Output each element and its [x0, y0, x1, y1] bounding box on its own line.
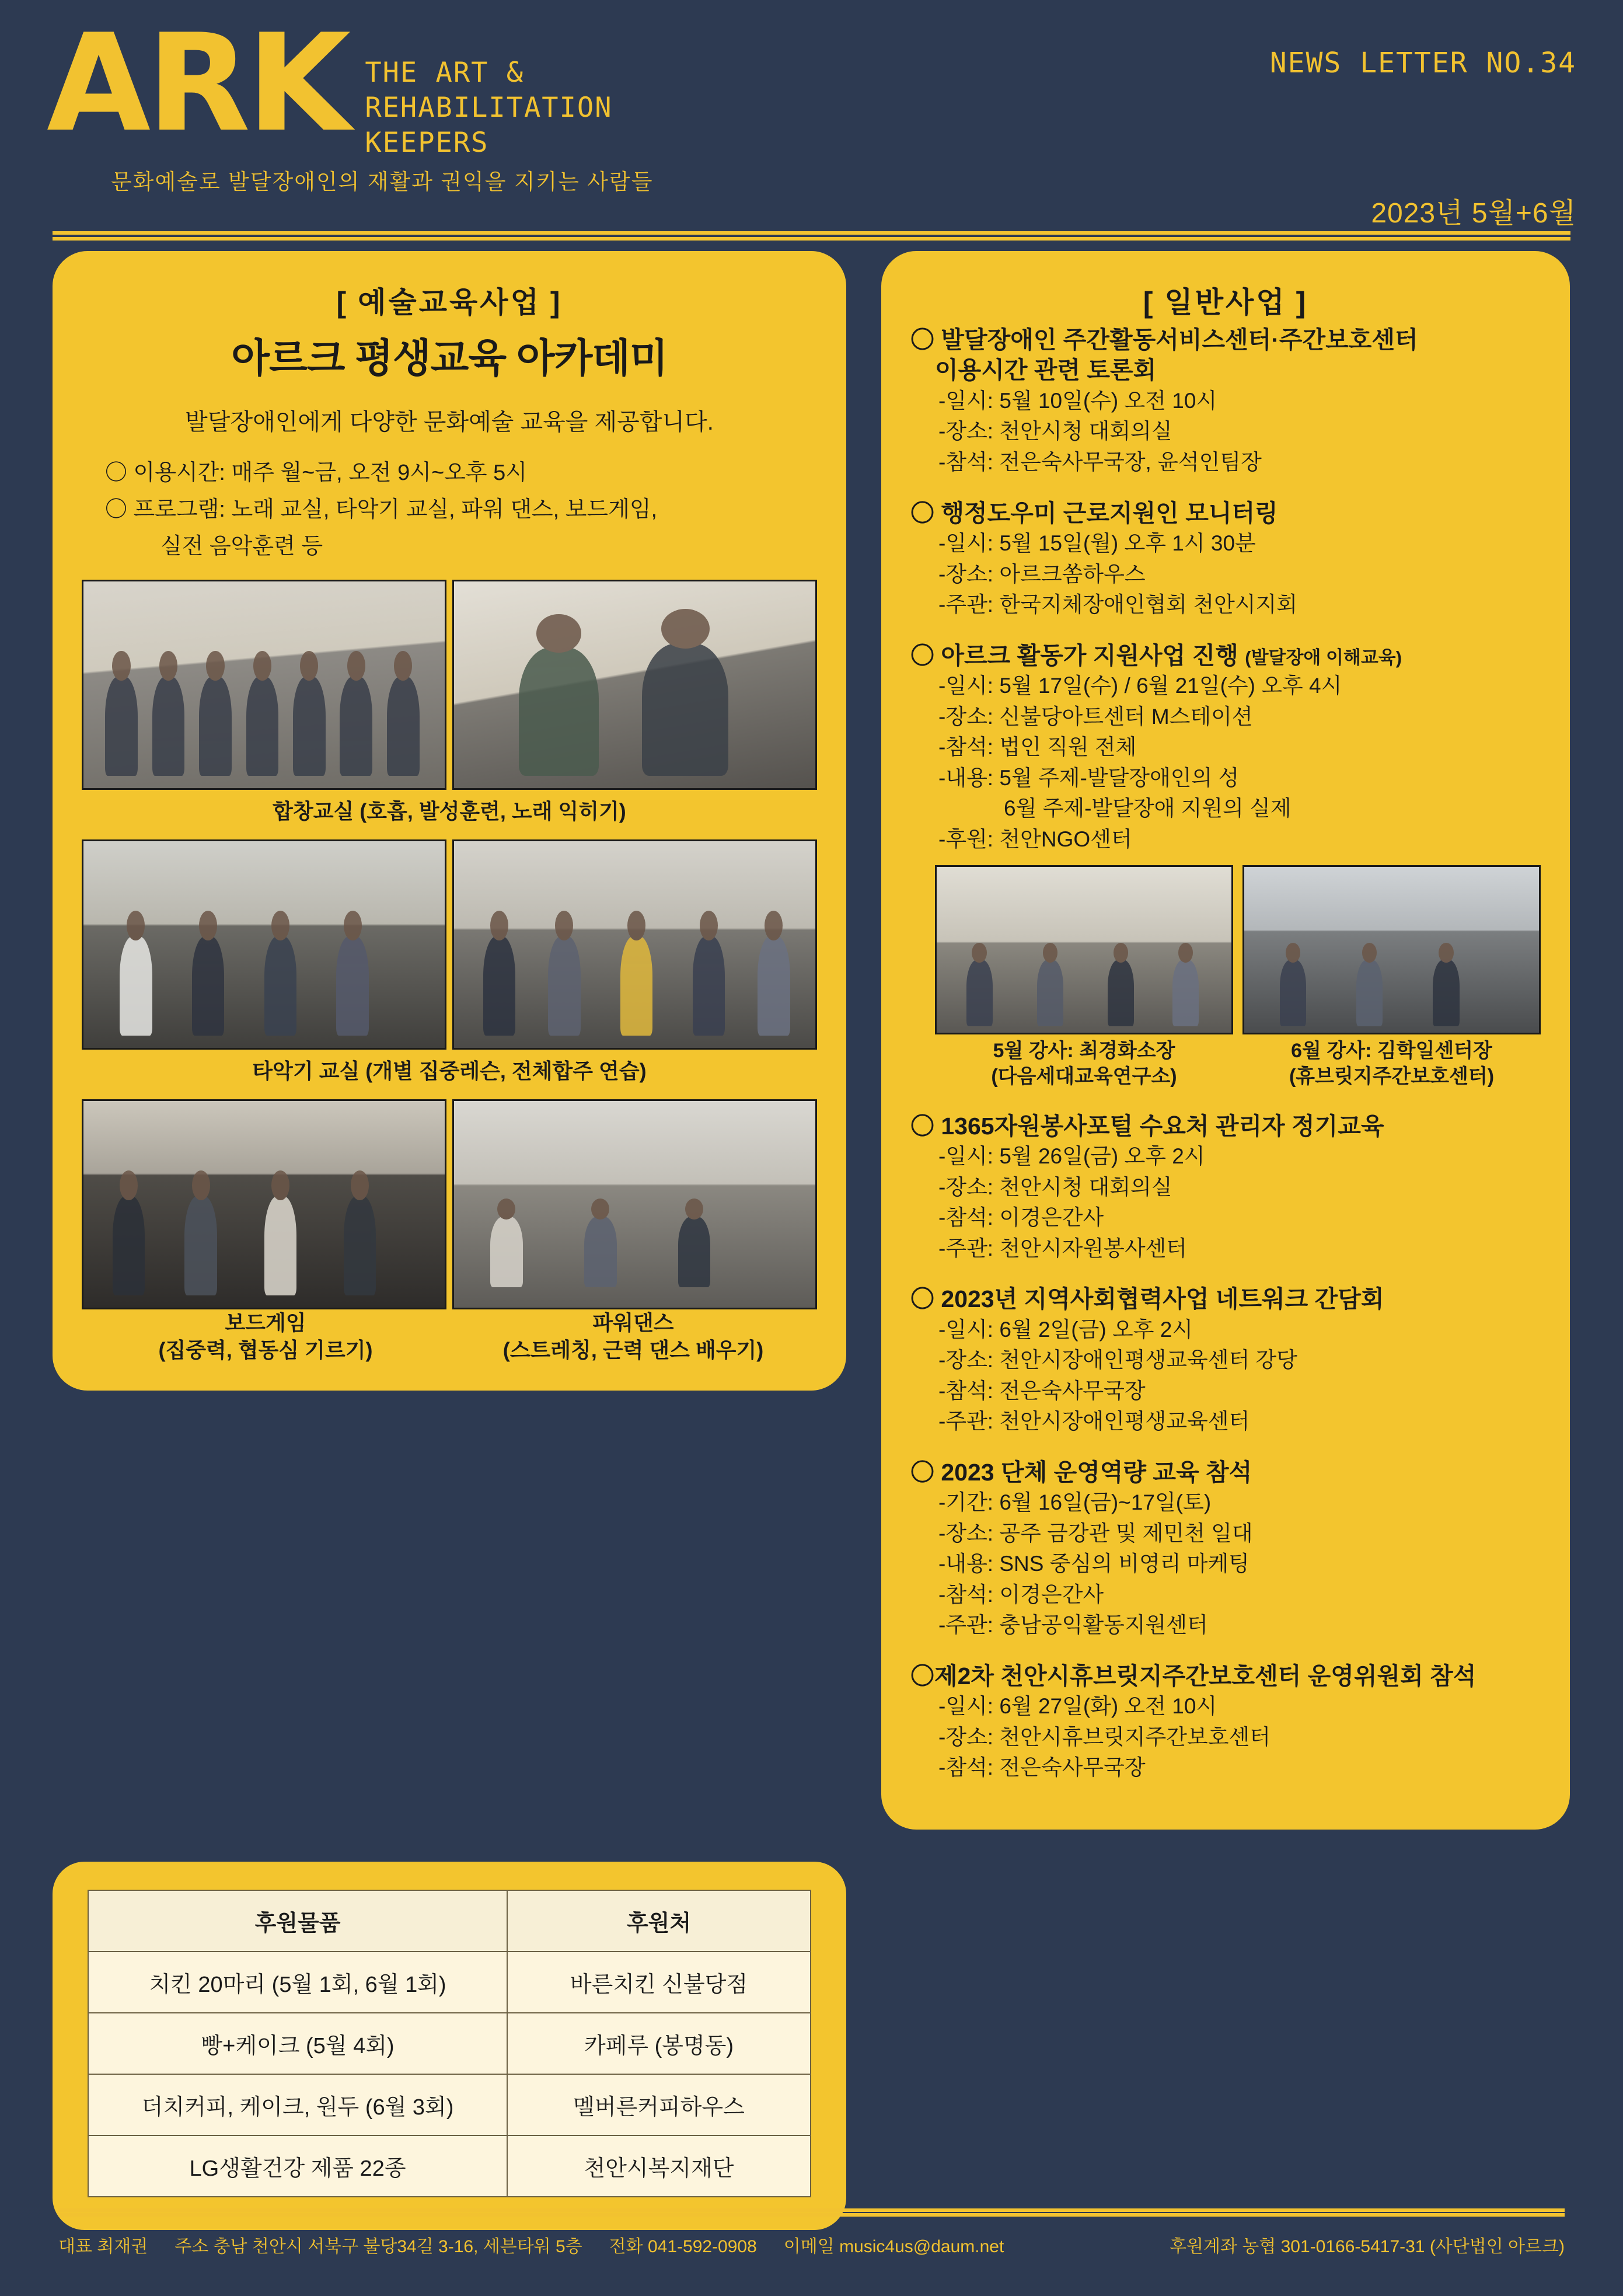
item-line: -일시: 6월 2일(금) 오후 2시	[938, 1317, 1193, 1342]
photo-percussion-ensemble	[452, 839, 817, 1050]
ark-logo-subtitle	[365, 55, 612, 161]
caption-power-dance	[449, 1309, 817, 1364]
general-business-card	[881, 251, 1570, 1830]
item-line: -장소: 공주 금강관 및 제민천 일대	[938, 1521, 1253, 1545]
content-columns	[0, 251, 1623, 1830]
sponsor-card	[53, 1862, 846, 2230]
photo-choir-class	[82, 580, 446, 790]
caption-power-dance-line2: (스트레칭, 근력 댄스 배우기)	[502, 1337, 764, 1362]
mini-photo-row	[935, 865, 1541, 1034]
caption-percussion: 타악기 교실 (개별 집중레슨, 전체합주 연습)	[252, 1059, 647, 1083]
caption-choir: 합창교실 (호흡, 발성훈련, 노래 익히기)	[273, 799, 626, 823]
photo-row-percussion	[82, 839, 817, 1050]
photo-figures	[454, 1101, 815, 1308]
photo-figures	[83, 1101, 445, 1308]
item-line: -주관: 충남공익활동지원센터	[938, 1613, 1208, 1637]
item-line: -장소: 아르크쏨하우스	[938, 562, 1146, 586]
photo-row-choir	[82, 580, 817, 790]
newsletter-number: NEWS LETTER NO.34	[1269, 47, 1576, 79]
sponsor-table-body	[88, 1952, 811, 2197]
item-line-indent-text: 6월 주제-발달장애 지원의 실제	[1004, 796, 1292, 821]
item-line: -주관: 천안시장애인평생교육센터	[938, 1409, 1250, 1434]
photo-figures	[1244, 867, 1539, 1033]
list-item	[910, 1457, 1541, 1641]
caption-board-game-line2: (집중력, 협동심 기르기)	[158, 1337, 373, 1362]
item-line: -일시: 5월 10일(수) 오전 10시	[938, 388, 1217, 413]
item-line: -장소: 천안시청 대회의실	[938, 419, 1172, 444]
lead-text: 발달장애인에게 다양한 문화예술 교육을 제공합니다.	[185, 409, 714, 435]
cell-sponsor: 카페루 (봉명동)	[507, 2013, 811, 2074]
table-header-row	[88, 1890, 811, 1952]
cell-sponsor: 바른치킨 신불당점	[507, 1952, 811, 2013]
caption-june-lecture	[1242, 1038, 1541, 1089]
photo-power-dance	[452, 1099, 817, 1309]
item-line: -장소: 신불당아트센터 M스테이션	[938, 704, 1253, 729]
photo-figures	[937, 867, 1231, 1033]
column-header-item: 후원물품	[88, 1890, 507, 1952]
logo-sub-line-2: REHABILITATION	[365, 92, 613, 124]
cell-item: 빵+케이크 (5월 4회)	[88, 2013, 507, 2074]
item-line: -일시: 5월 17일(수) / 6월 21일(수) 오후 4시	[938, 674, 1342, 698]
caption-may-line1: 5월 강사: 최경화소장	[993, 1040, 1175, 1062]
sponsor-table	[88, 1890, 811, 2197]
table-row	[88, 2135, 811, 2197]
item-title-note: (발달장애 이해교육)	[1245, 647, 1402, 668]
bullet-programs-cont: 실전 음악훈련 등	[160, 534, 323, 559]
bullet-usage-hours: 〇 이용시간: 매주 월~금, 오전 9시~오후 5시	[105, 461, 528, 485]
caption-may-lecture	[935, 1038, 1233, 1089]
table-row	[88, 2013, 811, 2074]
item-title: 〇 발달장애인 주간활동서비스센터·주간보호센터	[910, 326, 1418, 353]
mini-photo-captions	[935, 1038, 1541, 1089]
logo-sub-line-3: KEEPERS	[365, 127, 489, 159]
issue-date: 2023년 5월+6월	[1371, 198, 1576, 229]
page-title: 아르크 평생교육 아카데미	[231, 336, 668, 381]
caption-board-game-line1: 보드게임	[225, 1311, 306, 1335]
item-line: -일시: 5월 15일(월) 오후 1시 30분	[938, 531, 1256, 555]
list-item	[910, 325, 1541, 478]
item-line: -장소: 천안시청 대회의실	[938, 1175, 1172, 1199]
item-title-text: 〇 아르크 활동가 지원사업 진행	[910, 642, 1238, 669]
cell-sponsor: 천안시복지재단	[507, 2135, 811, 2197]
item-line: -내용: 5월 주제-발달장애인의 성	[938, 765, 1240, 790]
list-item	[910, 1661, 1541, 1783]
bracket-close: ]	[550, 286, 563, 319]
item-line: -후원: 천안NGO센터	[938, 827, 1132, 851]
list-item	[910, 640, 1541, 1090]
item-line: -참석: 전은숙사무국장, 윤석인팀장	[938, 450, 1262, 474]
bracket-open: [	[336, 286, 349, 319]
item-title: 〇 1365자원봉사포털 수요처 관리자 정기교육	[910, 1112, 1384, 1140]
list-item	[910, 498, 1541, 621]
list-item	[910, 1111, 1541, 1264]
item-line: -일시: 6월 27일(화) 오전 10시	[938, 1694, 1217, 1719]
item-line: -참석: 법인 직원 전체	[938, 735, 1137, 759]
footer-account: 후원계좌 농협 301-0166-5417-31 (사단법인 아르크)	[1170, 2237, 1565, 2256]
photo-figures	[83, 581, 445, 788]
photo-board-game	[82, 1099, 446, 1309]
cell-item: LG생활건강 제품 22종	[88, 2135, 507, 2197]
item-title	[910, 640, 1541, 671]
item-line-indent	[910, 793, 1541, 824]
footer-divider	[58, 2208, 1565, 2217]
caption-june-line1: 6월 강사: 김학일센터장	[1291, 1040, 1492, 1062]
footer-address: 주소 충남 천안시 서북구 불당34길 3-16, 세븐타워 5층	[174, 2237, 582, 2256]
photo-june-lecture	[1242, 865, 1541, 1034]
caption-may-line2: (다음세대교육연구소)	[991, 1065, 1177, 1088]
cell-item: 더치커피, 케이크, 원두 (6월 3회)	[88, 2074, 507, 2135]
photo-figures	[83, 841, 445, 1048]
right-section-label	[910, 279, 1541, 321]
left-column	[53, 251, 846, 1391]
photo-figures	[454, 841, 815, 1048]
ark-logo: ARK	[47, 6, 348, 162]
page-header	[0, 0, 1623, 251]
right-column	[881, 251, 1570, 1830]
item-line: -내용: SNS 중심의 비영리 마케팅	[938, 1552, 1249, 1576]
item-title: 〇 2023 단체 운영역량 교육 참석	[910, 1458, 1252, 1486]
header-right	[1270, 47, 1576, 231]
footer-representative: 대표 최재권	[58, 2237, 148, 2256]
right-section-label-text: 일반사업	[1164, 286, 1287, 319]
footer-phone: 전화 041-592-0908	[609, 2237, 757, 2256]
footer-email: 이메일 music4us@daum.net	[783, 2237, 1004, 2256]
item-line: -참석: 이경은간사	[938, 1582, 1104, 1607]
item-line: -참석: 전은숙사무국장	[938, 1378, 1146, 1403]
left-section-label	[82, 279, 817, 321]
item-title: 〇 행정도우미 근로지원인 모니터링	[910, 499, 1278, 527]
column-header-sponsor: 후원처	[507, 1890, 811, 1952]
list-item	[910, 1284, 1541, 1437]
item-title: 〇제2차 천안시휴브릿지주간보호센터 운영위원회 참석	[910, 1662, 1477, 1689]
logo-sub-line-1: THE ART &	[365, 57, 525, 89]
item-line: -참석: 전은숙사무국장	[938, 1755, 1146, 1780]
photo-may-lecture	[935, 865, 1233, 1034]
photo-percussion-lesson	[82, 839, 446, 1050]
photo-figures	[454, 581, 815, 788]
item-line: -기간: 6월 16일(금)~17일(토)	[938, 1490, 1212, 1515]
item-line: -주관: 천안시자원봉사센터	[938, 1236, 1188, 1260]
item-line: -장소: 천안시휴브릿지주간보호센터	[938, 1724, 1271, 1749]
caption-board-game	[82, 1309, 449, 1364]
cell-item: 치킨 20마리 (5월 1회, 6월 1회)	[88, 1952, 507, 2013]
left-section-label-text: 예술교육사업	[358, 286, 541, 319]
photo-vocal-training	[452, 580, 817, 790]
sponsor-table-head	[88, 1890, 811, 1952]
item-line: -주관: 한국지체장애인협회 천안시지회	[938, 593, 1298, 617]
bullet-programs: 〇 프로그램: 노래 교실, 타악기 교실, 파워 댄스, 보드게임,	[105, 497, 658, 522]
tagline: 문화예술로 발달장애인의 재활과 권익을 지키는 사람들	[111, 170, 654, 194]
item-line: -일시: 5월 26일(금) 오후 2시	[938, 1144, 1205, 1169]
photo-row-games-dance	[82, 1099, 817, 1309]
cell-sponsor: 멜버른커피하우스	[507, 2074, 811, 2135]
bracket-close: ]	[1296, 286, 1308, 319]
caption-june-line2: (휴브릿지주간보호센터)	[1289, 1065, 1495, 1088]
item-line: -장소: 천안시장애인평생교육센터 강당	[938, 1348, 1298, 1372]
caption-row-games-dance	[82, 1309, 817, 1364]
page-footer	[0, 2208, 1623, 2296]
item-title: 〇 2023년 지역사회협력사업 네트워크 간담회	[910, 1285, 1384, 1313]
table-row	[88, 2074, 811, 2135]
header-divider	[53, 231, 1570, 241]
art-education-card	[53, 251, 846, 1391]
bracket-open: [	[1143, 286, 1156, 319]
item-title-cont: 이용시간 관련 토론회	[935, 357, 1157, 384]
caption-power-dance-line1: 파워댄스	[592, 1311, 674, 1335]
photo-grid	[82, 580, 817, 1364]
item-line: -참석: 이경은간사	[938, 1206, 1104, 1230]
footer-info-row	[58, 2232, 1565, 2257]
table-row	[88, 1952, 811, 2013]
